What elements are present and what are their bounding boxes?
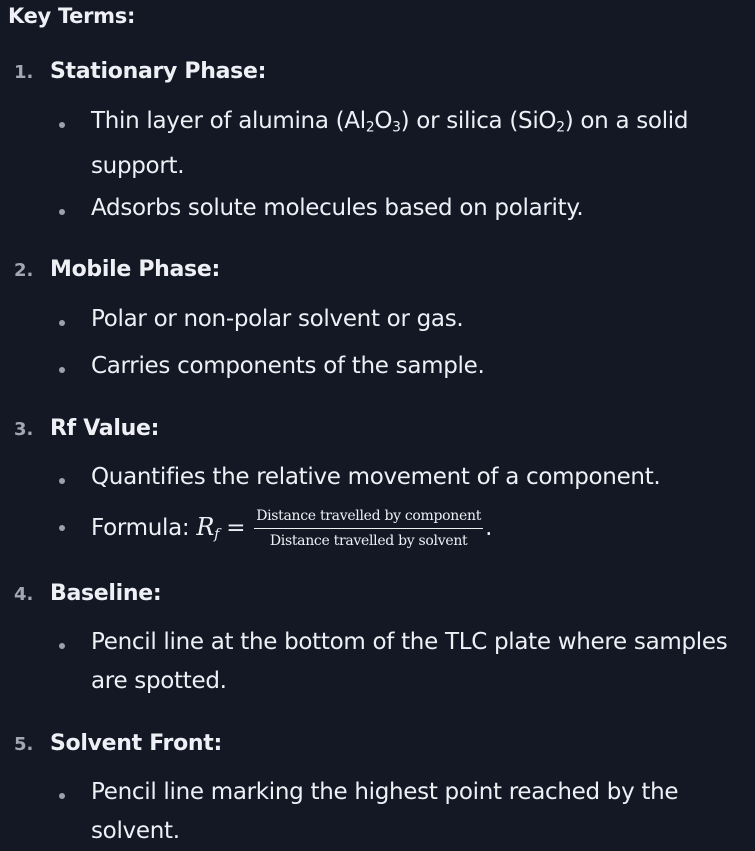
bullet-dot xyxy=(59,122,65,128)
bullet-rf-formula: Formula: $R_f$ = $\frac{\text{Distance travelled by component}}{\text{Distance travelled by solvent}}$ . xyxy=(91,508,493,549)
bullet-dot xyxy=(59,643,65,649)
term-stationary-phase: Stationary Phase: xyxy=(50,59,267,84)
term-mobile-phase: Mobile Phase: xyxy=(50,257,220,282)
list-number: 4. xyxy=(14,584,34,605)
bullet-stationary-composition: Thin layer of alumina $(Al_2O_3)$ or silica (SiO$_2$) on a solid support. xyxy=(91,108,689,180)
rf-fraction xyxy=(254,506,483,551)
bullet-baseline-pencil: Pencil line at the bottom of the TLC plate where samples are spotted. xyxy=(91,629,728,694)
bullet-solvent-front-pencil: Pencil line marking the highest point reached by the solvent. xyxy=(91,779,679,844)
bullet-mobile-carries: Carries components of the sample. xyxy=(91,353,485,379)
bullet-mobile-solvent: Polar or non-polar solvent or gas. xyxy=(91,306,464,332)
section-heading: Key Terms: xyxy=(8,4,136,28)
bullet-rf-quantifies: Quantifies the relative movement of a component. xyxy=(91,464,661,490)
fraction-denominator: Distance travelled by solvent xyxy=(269,533,468,549)
term-baseline: Baseline: xyxy=(50,581,162,606)
bullet-dot xyxy=(59,793,65,799)
list-number: 5. xyxy=(14,734,34,755)
bullet-stationary-adsorbs: Adsorbs solute molecules based on polarity. xyxy=(91,195,584,221)
rf-symbol: $R_f$ xyxy=(196,513,220,543)
list-number: 3. xyxy=(14,419,34,440)
bullet-dot xyxy=(59,478,65,484)
list-number: 1. xyxy=(14,62,34,83)
term-solvent-front: Solvent Front: xyxy=(50,731,222,756)
bullet-dot xyxy=(59,320,65,326)
bullet-dot xyxy=(59,209,65,215)
list-number: 2. xyxy=(14,260,34,281)
bullet-dot xyxy=(59,525,65,531)
fraction-numerator: Distance travelled by component xyxy=(254,506,483,529)
term-rf-value: Rf Value: xyxy=(50,416,160,441)
bullet-dot xyxy=(59,367,65,373)
